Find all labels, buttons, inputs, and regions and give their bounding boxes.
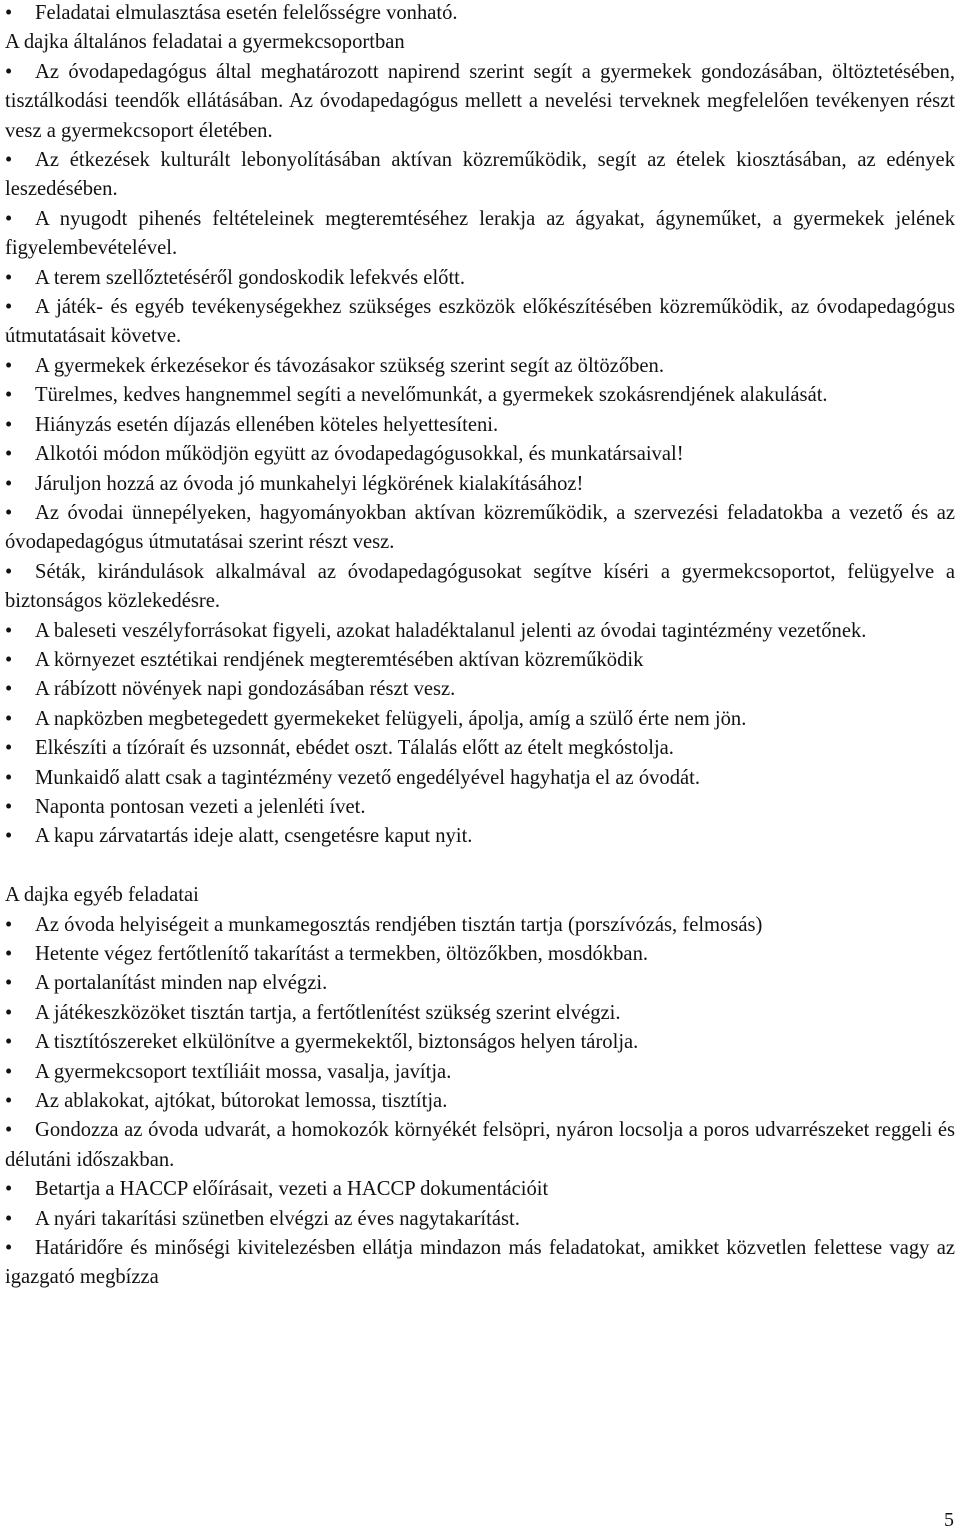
bullet: •: [5, 619, 13, 642]
list-item-text: A baleseti veszélyforrásokat figyeli, azokat haladéktalanul jelenti az óvodai tagintézmény vezetőnek.: [35, 619, 867, 642]
list-item: [5, 499, 955, 558]
bullet: •: [5, 1090, 13, 1113]
list-item-text: A portalanítást minden nap elvégzi.: [35, 972, 328, 995]
bullet: •: [5, 678, 13, 701]
bullet: •: [5, 501, 13, 524]
list-item-text: Türelmes, kedves hangnemmel segíti a nevelőmunkát, a gyermekek szokásrendjének alakulását.: [35, 384, 828, 407]
bullet: •: [5, 1001, 13, 1024]
section-1-list: [5, 58, 955, 852]
list-item-text: A nyári takarítási szünetben elvégzi az éves nagytakarítást.: [35, 1207, 520, 1230]
list-item-text: Az óvodai ünnepélyeken, hagyományokban aktívan közreműködik, a szervezési feladatokba a vezető és az óvodapedagógus útmutatásai szerint részt vesz.: [5, 501, 955, 554]
bullet: •: [5, 707, 13, 730]
list-item: [5, 411, 955, 440]
list-item-text: A rábízott növények napi gondozásában részt vesz.: [35, 678, 456, 701]
list-item-text: A tisztítószereket elkülönítve a gyermekektől, biztonságos helyen tárolja.: [35, 1031, 639, 1054]
list-item: [5, 558, 955, 617]
list-item-text: A játékeszközöket tisztán tartja, a fertőtlenítést szükség szerint elvégzi.: [35, 1001, 621, 1024]
list-item: [5, 1028, 955, 1057]
bullet: •: [5, 825, 13, 848]
list-item: [5, 646, 955, 675]
bullet: •: [5, 266, 13, 289]
list-item: [5, 352, 955, 381]
list-item-text: Hiányzás esetén díjazás ellenében köteles helyettesíteni.: [35, 413, 499, 436]
bullet: •: [5, 1207, 13, 1230]
list-item-text: A környezet esztétikai rendjének megteremtésében aktívan közreműködik: [35, 648, 644, 671]
bullet: •: [5, 413, 13, 436]
list-item: [5, 1175, 955, 1204]
bullet: •: [5, 1237, 13, 1260]
list-item-text: A gyermekcsoport textíliáit mossa, vasalja, javítja.: [35, 1060, 452, 1083]
list-item-text: Hetente végez fertőtlenítő takarítást a termekben, öltözőkben, mosdókban.: [35, 942, 649, 965]
list-item-text: A játék- és egyéb tevékenységekhez szükséges eszközök előkészítésében közreműködik, az óvodapedagógus útmutatásait követve.: [5, 296, 955, 348]
bullet: •: [5, 795, 13, 818]
section-2-list: [5, 911, 955, 1293]
list-item: [5, 764, 955, 793]
bullet: •: [5, 648, 13, 671]
bullet: •: [5, 766, 13, 789]
list-item-text: Járuljon hozzá az óvoda jó munkahelyi légkörének kialakításához!: [35, 472, 584, 495]
intro-item-text: Feladatai elmulasztása esetén felelősségre vonható.: [35, 2, 458, 24]
bullet: •: [5, 207, 13, 230]
list-item-text: Gondozza az óvoda udvarát, a homokozók környékét felsöpri, nyáron locsolja a poros udvarrészeket reggeli és délutáni időszakban.: [5, 1119, 955, 1171]
list-item: [5, 440, 955, 469]
page-number: 5: [944, 1508, 954, 1531]
list-item-text: Elkészíti a tízóraít és uzsonnát, ebédet oszt. Tálalás előtt az ételt megkóstolja.: [35, 737, 674, 760]
bullet: •: [5, 384, 13, 407]
list-item-text: A napközben megbetegedett gyermekeket felügyeli, ápolja, amíg a szülő érte nem jön.: [35, 707, 747, 730]
list-item-text: Séták, kirándulások alkalmával az óvodapedagógusokat segítve kíséri a gyermekcsoportot, felügyelve a biztonságos közlekedésre.: [5, 560, 955, 613]
list-item: [5, 293, 955, 352]
bullet: •: [5, 296, 13, 319]
bullet: •: [5, 913, 13, 936]
list-item-text: A nyugodt pihenés feltételeinek megteremtéséhez lerakja az ágyakat, ágyneműket, a gyermekek jelének figyelembevételével.: [5, 207, 955, 260]
section-1-heading: A dajka általános feladatai a gyermekcsoportban: [5, 31, 405, 54]
bullet: •: [5, 149, 13, 172]
list-item: [5, 822, 955, 851]
list-item-text: Naponta pontosan vezeti a jelenléti ívet.: [35, 795, 366, 818]
list-item: [5, 146, 955, 205]
list-item: [5, 911, 955, 940]
list-item: [5, 675, 955, 704]
bullet: •: [5, 60, 13, 83]
bullet: •: [5, 972, 13, 995]
list-item: [5, 999, 955, 1028]
list-item: [5, 617, 955, 646]
list-item: [5, 793, 955, 822]
list-item: [5, 470, 955, 499]
list-item: [5, 1205, 955, 1234]
list-item-text: Munkaidő alatt csak a tagintézmény vezető engedélyével hagyhatja el az óvodát.: [35, 766, 701, 789]
intro-item: [5, 0, 955, 28]
bullet: •: [5, 560, 13, 583]
section-spacer: [5, 852, 955, 881]
list-item-text: Az óvodapedagógus által meghatározott napirend szerint segít a gyermekek gondozásában, öltöztetésében, tisztálkodási teendők ellátásában. Az óvodapedagógus mellett a nevelési terveknek megfelelően tevékenyen részt vesz a gyermekcsoport életében.: [5, 60, 955, 142]
bullet: •: [5, 1178, 13, 1201]
list-item-text: Betartja a HACCP előírásait, vezeti a HACCP dokumentációit: [35, 1178, 549, 1201]
list-item-text: Az étkezések kulturált lebonyolításában aktívan közreműködik, segít az ételek kiosztásában, az edények leszedésében.: [5, 149, 955, 201]
bullet: •: [5, 443, 13, 466]
document-body: [5, 0, 955, 1293]
bullet: •: [5, 737, 13, 760]
list-item-text: Az óvoda helyiségeit a munkamegosztás rendjében tisztán tartja (porszívózás, felmosás): [35, 913, 763, 936]
list-item: [5, 940, 955, 969]
list-item: [5, 58, 955, 146]
list-item: [5, 1234, 955, 1293]
bullet: •: [5, 2, 13, 24]
bullet: •: [5, 1060, 13, 1083]
list-item-text: A gyermekek érkezésekor és távozásakor szükség szerint segít az öltözőben.: [35, 354, 665, 377]
list-item-text: A kapu zárvatartás ideje alatt, csengetésre kaput nyit.: [35, 825, 473, 848]
list-item: [5, 1087, 955, 1116]
list-item: [5, 205, 955, 264]
list-item-text: Határidőre és minőségi kivitelezésben ellátja mindazon más feladatokat, amikket közvetlen felettese vagy az igazgató megbízza: [5, 1237, 955, 1289]
section-2-heading: A dajka egyéb feladatai: [5, 884, 199, 907]
list-item-text: Az ablakokat, ajtókat, bútorokat lemossa, tisztítja.: [35, 1090, 448, 1113]
list-item: [5, 1058, 955, 1087]
bullet: •: [5, 1119, 13, 1142]
list-item: [5, 969, 955, 998]
list-item-text: A terem szellőztetéséről gondoskodik lefekvés előtt.: [35, 266, 466, 289]
list-item-text: Alkotói módon működjön együtt az óvodapedagógusokkal, és munkatársaival!: [35, 443, 684, 466]
list-item: [5, 1116, 955, 1175]
bullet: •: [5, 472, 13, 495]
list-item: [5, 734, 955, 763]
bullet: •: [5, 942, 13, 965]
list-item: [5, 705, 955, 734]
list-item: [5, 264, 955, 293]
list-item: [5, 381, 955, 410]
bullet: •: [5, 354, 13, 377]
bullet: •: [5, 1031, 13, 1054]
